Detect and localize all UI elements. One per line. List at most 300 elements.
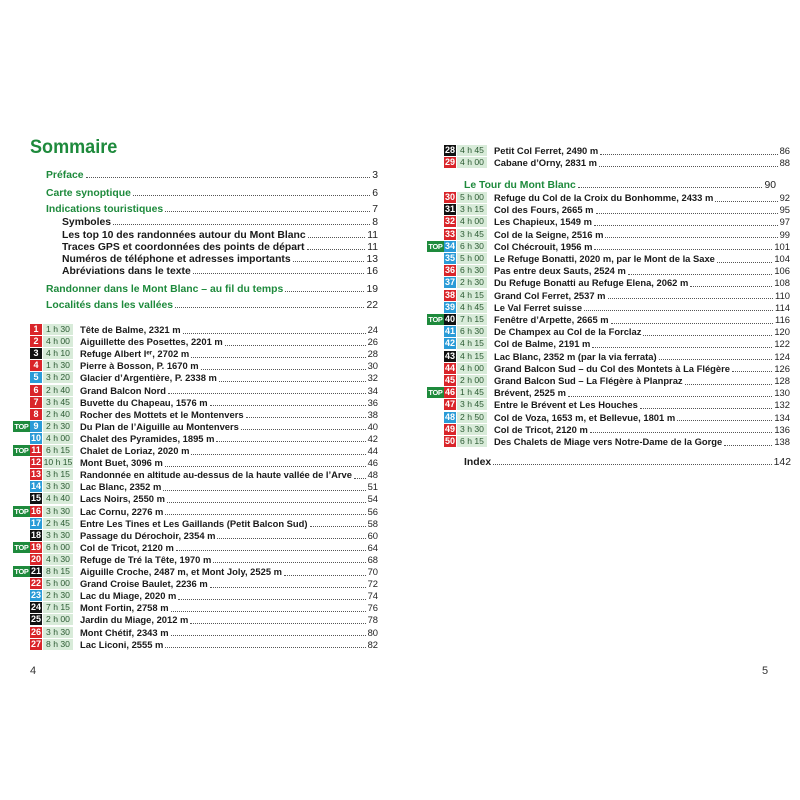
top-badge-slot bbox=[427, 399, 444, 410]
hike-page: 101 bbox=[774, 240, 790, 252]
hike-row[interactable] bbox=[427, 204, 790, 215]
hike-row[interactable] bbox=[13, 457, 378, 468]
hike-number-badge: 2 bbox=[30, 336, 42, 347]
hike-duration: 5 h 00 bbox=[43, 578, 73, 589]
leader-dots bbox=[594, 218, 778, 226]
hike-name: Fenêtre d’Arpette, 2665 m bbox=[494, 314, 609, 325]
hike-duration: 10 h 15 bbox=[43, 457, 73, 468]
hike-name: Chalet des Pyramides, 1895 m bbox=[80, 432, 215, 444]
hike-row[interactable] bbox=[427, 145, 790, 156]
hike-name: Petit Col Ferret, 2490 m bbox=[494, 145, 599, 156]
top-badge-slot bbox=[13, 481, 30, 492]
top-badge-slot bbox=[427, 145, 444, 156]
hike-page: 124 bbox=[774, 350, 790, 362]
top-badge: TOP bbox=[14, 421, 29, 431]
top-badge-slot bbox=[427, 302, 444, 313]
leader-dots bbox=[628, 267, 773, 275]
hike-name: Lac Blanc, 2352 m bbox=[80, 481, 162, 493]
top-badge-slot bbox=[13, 590, 30, 601]
hike-name: Col des Fours, 2665 m bbox=[494, 204, 594, 216]
hike-row[interactable] bbox=[13, 627, 378, 638]
hike-name: Col Chécrouit, 1956 m bbox=[494, 240, 593, 252]
leader-dots bbox=[307, 240, 366, 250]
hike-row[interactable] bbox=[13, 614, 378, 625]
top-badge-slot bbox=[13, 457, 30, 468]
hike-row[interactable] bbox=[427, 412, 790, 423]
leader-dots bbox=[308, 228, 366, 238]
hike-name: Cabane d’Orny, 2831 m bbox=[494, 157, 597, 169]
hike-duration: 4 h 00 bbox=[43, 336, 73, 347]
leader-dots bbox=[175, 298, 364, 308]
leader-dots bbox=[246, 410, 366, 418]
hike-page: 138 bbox=[774, 436, 790, 447]
hike-row[interactable] bbox=[13, 360, 378, 371]
top-badge-slot bbox=[13, 385, 30, 396]
toc-entry-label: Localités dans les vallées bbox=[46, 300, 174, 311]
hike-duration: 1 h 30 bbox=[43, 360, 73, 371]
hike-number-badge: 19 bbox=[30, 541, 41, 552]
hike-page: 76 bbox=[367, 602, 378, 614]
hike-duration: 4 h 40 bbox=[43, 493, 73, 504]
top-badge: TOP bbox=[428, 241, 443, 251]
hike-number-badge: 24 bbox=[30, 602, 41, 613]
hike-row[interactable] bbox=[427, 265, 790, 276]
hike-number-badge: 48 bbox=[444, 411, 455, 422]
hike-page: 104 bbox=[774, 253, 790, 264]
hike-page: 28 bbox=[367, 348, 378, 360]
leader-dots bbox=[210, 398, 366, 406]
hike-duration: 4 h 10 bbox=[43, 348, 73, 359]
hike-page: 132 bbox=[774, 399, 790, 411]
top-badge-slot bbox=[427, 326, 444, 337]
leader-dots bbox=[165, 640, 365, 648]
hike-row[interactable] bbox=[13, 445, 378, 456]
hike-duration: 3 h 45 bbox=[43, 397, 73, 408]
hike-number-badge: 22 bbox=[30, 578, 41, 589]
hike-name: Grand Balcon Nord bbox=[80, 384, 166, 396]
hike-name: Buvette du Chapeau, 1576 m bbox=[80, 396, 208, 408]
hike-page: 78 bbox=[367, 614, 378, 626]
hike-row[interactable] bbox=[427, 351, 790, 362]
tour-heading-page: 90 bbox=[764, 180, 776, 191]
top-badge-slot bbox=[427, 338, 444, 349]
hike-number-badge: 3 bbox=[30, 348, 42, 359]
top-badge-slot bbox=[13, 336, 30, 347]
hike-name: Lacs Noirs, 2550 m bbox=[80, 493, 165, 505]
top-badge-slot bbox=[427, 375, 444, 386]
hike-duration: 2 h 30 bbox=[457, 277, 487, 288]
tour-heading[interactable] bbox=[464, 178, 776, 191]
hike-duration: 2 h 00 bbox=[43, 614, 73, 625]
hike-duration: 3 h 30 bbox=[43, 506, 73, 517]
leader-dots bbox=[715, 194, 777, 202]
hike-number-badge: 27 bbox=[30, 638, 41, 649]
top-badge-slot bbox=[13, 602, 30, 613]
hike-row[interactable] bbox=[427, 302, 790, 313]
leader-dots bbox=[592, 340, 772, 348]
hike-duration: 5 h 00 bbox=[457, 192, 487, 203]
leader-dots bbox=[659, 352, 773, 360]
hike-page: 58 bbox=[367, 517, 378, 529]
hike-name: Grand Col Ferret, 2537 m bbox=[494, 289, 606, 301]
hike-name: Lac du Miage, 2020 m bbox=[80, 590, 177, 602]
leader-dots bbox=[168, 386, 366, 394]
top-badge-slot bbox=[13, 518, 30, 529]
top-badge-slot bbox=[427, 229, 444, 240]
leader-dots bbox=[210, 580, 366, 588]
toc-entry[interactable] bbox=[46, 186, 378, 199]
hike-name: Refuge Albert Iᵉʳ, 2702 m bbox=[80, 348, 190, 360]
hike-number-badge: 40 bbox=[444, 314, 455, 324]
hike-duration: 3 h 30 bbox=[43, 530, 73, 541]
hike-name: Les Chapieux, 1549 m bbox=[494, 216, 592, 228]
hike-number-badge: 14 bbox=[30, 481, 41, 492]
hike-number-badge: 21 bbox=[30, 566, 41, 576]
leader-dots bbox=[493, 455, 772, 465]
toc-entry-label: Indications touristiques bbox=[46, 204, 164, 215]
hike-page: 82 bbox=[367, 638, 378, 650]
leader-dots bbox=[171, 628, 366, 636]
hike-number-badge: 46 bbox=[444, 387, 455, 398]
hike-duration: 2 h 40 bbox=[43, 409, 73, 420]
top-badge-slot bbox=[427, 351, 444, 362]
hike-page: 42 bbox=[367, 432, 378, 444]
hike-row[interactable] bbox=[427, 253, 790, 264]
hike-number-badge: 7 bbox=[30, 397, 42, 408]
hike-row[interactable] bbox=[13, 506, 378, 517]
hike-duration: 7 h 15 bbox=[43, 602, 73, 613]
toc-entry-label: Les top 10 des randonnées autour du Mont Blanc bbox=[62, 230, 306, 241]
hike-number-badge: 31 bbox=[444, 204, 455, 215]
hike-page: 44 bbox=[367, 445, 378, 456]
toc-entry[interactable] bbox=[62, 215, 378, 228]
hike-row[interactable] bbox=[13, 409, 378, 420]
top-badge-slot bbox=[427, 436, 444, 447]
hike-name: Mont Buet, 3096 m bbox=[80, 457, 163, 469]
leader-dots bbox=[354, 471, 366, 479]
hike-page: 24 bbox=[367, 324, 378, 335]
hike-name: Entre le Brévent et Les Houches bbox=[494, 399, 638, 411]
hike-name: Des Chalets de Miage vers Notre-Dame de la Gorge bbox=[494, 436, 723, 447]
hike-page: 74 bbox=[367, 590, 378, 602]
hike-row[interactable] bbox=[13, 493, 378, 504]
hike-duration: 6 h 00 bbox=[43, 542, 73, 553]
hike-page: 38 bbox=[367, 408, 378, 420]
hike-row[interactable] bbox=[427, 277, 790, 288]
hike-row[interactable] bbox=[13, 397, 378, 408]
hike-duration: 4 h 45 bbox=[457, 302, 487, 313]
hike-row[interactable] bbox=[13, 469, 378, 480]
hike-page: 80 bbox=[367, 626, 378, 638]
hike-number-badge: 6 bbox=[30, 385, 42, 396]
hike-duration: 2 h 45 bbox=[43, 518, 73, 529]
page-number: 4 bbox=[30, 665, 37, 677]
hike-duration: 4 h 00 bbox=[457, 157, 487, 168]
hike-name: Glacier d’Argentière, P. 2338 m bbox=[80, 372, 217, 384]
hike-row[interactable] bbox=[13, 530, 378, 541]
hike-number-badge: 5 bbox=[30, 372, 42, 383]
hike-duration: 3 h 30 bbox=[457, 424, 487, 435]
hike-name: Col de Balme, 2191 m bbox=[494, 338, 591, 350]
hike-duration: 8 h 15 bbox=[43, 566, 73, 577]
hike-page: 122 bbox=[774, 338, 790, 350]
hike-page: 56 bbox=[367, 505, 378, 517]
hike-row[interactable] bbox=[13, 602, 378, 613]
toc-entry-page: 7 bbox=[372, 204, 378, 215]
hike-row[interactable] bbox=[427, 326, 790, 337]
toc-entry-page: 13 bbox=[366, 254, 378, 265]
hike-row[interactable] bbox=[13, 348, 378, 359]
hike-number-badge: 4 bbox=[30, 360, 42, 371]
hike-page: 136 bbox=[774, 423, 790, 435]
leader-dots bbox=[594, 242, 772, 250]
hike-row[interactable] bbox=[427, 363, 790, 374]
hike-row[interactable] bbox=[427, 192, 790, 203]
index-label: Index bbox=[464, 457, 492, 468]
leader-dots bbox=[568, 389, 772, 397]
toc-entry[interactable] bbox=[46, 282, 378, 295]
toc-entry-label: Numéros de téléphone et adresses importants bbox=[62, 254, 291, 265]
hike-number-badge: 34 bbox=[444, 240, 455, 251]
hike-row[interactable] bbox=[427, 216, 790, 227]
leader-dots bbox=[677, 413, 772, 421]
top-badge-slot bbox=[427, 204, 444, 215]
leader-dots bbox=[584, 303, 773, 311]
hike-page: 120 bbox=[774, 326, 790, 338]
toc-entry-label: Préface bbox=[46, 170, 84, 181]
top-badge-slot bbox=[427, 157, 444, 168]
hike-page: 134 bbox=[774, 411, 790, 423]
hike-row[interactable] bbox=[13, 324, 378, 335]
hike-row[interactable] bbox=[427, 375, 790, 386]
toc-entry-page: 22 bbox=[366, 300, 378, 311]
hike-number-badge: 44 bbox=[444, 362, 455, 373]
hike-number-badge: 25 bbox=[30, 614, 41, 625]
leader-dots bbox=[165, 202, 370, 212]
leader-dots bbox=[193, 264, 365, 274]
top-badge-slot bbox=[427, 363, 444, 374]
leader-dots bbox=[578, 178, 763, 188]
hike-row[interactable] bbox=[427, 338, 790, 349]
toc-entry-page: 19 bbox=[366, 284, 378, 295]
hike-row[interactable] bbox=[427, 314, 790, 325]
leader-dots bbox=[640, 401, 773, 409]
hike-row[interactable] bbox=[427, 290, 790, 301]
hike-duration: 1 h 30 bbox=[43, 324, 73, 335]
hike-number-badge: 38 bbox=[444, 289, 455, 300]
hike-page: 48 bbox=[367, 469, 378, 481]
hike-row[interactable] bbox=[427, 157, 790, 168]
hike-row[interactable] bbox=[427, 399, 790, 410]
hike-number-badge: 42 bbox=[444, 338, 455, 349]
hike-duration: 2 h 40 bbox=[43, 385, 73, 396]
hike-row[interactable] bbox=[13, 433, 378, 444]
hike-name: Randonnée en altitude au-dessus de la haute vallée de l’Arve bbox=[80, 469, 352, 481]
hike-page: 130 bbox=[774, 387, 790, 399]
toc-entry[interactable] bbox=[46, 298, 378, 311]
hike-duration: 3 h 15 bbox=[43, 469, 73, 480]
leader-dots bbox=[284, 568, 366, 576]
hike-page: 116 bbox=[775, 314, 790, 325]
toc-entry-page: 11 bbox=[367, 242, 378, 253]
hike-duration: 6 h 15 bbox=[43, 445, 73, 456]
hike-duration: 4 h 15 bbox=[457, 290, 487, 301]
leader-dots bbox=[293, 252, 365, 262]
hike-row[interactable] bbox=[13, 372, 378, 383]
hike-name: Chalet de Loriaz, 2020 m bbox=[80, 445, 190, 456]
top-badge-slot bbox=[13, 493, 30, 504]
hike-name: Mont Chétif, 2343 m bbox=[80, 626, 169, 638]
hike-name: Du Plan de l’Aiguille au Montenvers bbox=[80, 420, 239, 432]
hike-number-badge: 43 bbox=[444, 350, 455, 361]
hike-duration: 2 h 30 bbox=[43, 590, 73, 601]
hike-page: 88 bbox=[779, 157, 790, 169]
leader-dots bbox=[167, 495, 366, 503]
hike-page: 40 bbox=[367, 420, 378, 432]
hike-row[interactable] bbox=[13, 421, 378, 432]
hike-number-badge: 33 bbox=[444, 228, 455, 239]
top-badge-slot bbox=[427, 290, 444, 301]
hike-number-badge: 20 bbox=[30, 553, 41, 564]
hike-row[interactable] bbox=[427, 424, 790, 435]
top-badge-slot bbox=[13, 639, 30, 650]
hike-row[interactable] bbox=[13, 336, 378, 347]
toc-entry[interactable] bbox=[62, 264, 378, 277]
hike-row[interactable] bbox=[13, 542, 378, 553]
toc-entry-label: Traces GPS et coordonnées des points de départ bbox=[62, 242, 305, 253]
leader-dots bbox=[183, 326, 366, 334]
hike-page: 99 bbox=[779, 228, 790, 240]
hike-number-badge: 36 bbox=[444, 265, 455, 276]
top-badge-slot bbox=[427, 253, 444, 264]
hike-page: 114 bbox=[775, 301, 790, 313]
hike-name: Col de Voza, 1653 m, et Bellevue, 1801 m bbox=[494, 411, 676, 423]
hike-number-badge: 18 bbox=[30, 529, 41, 540]
leader-dots bbox=[599, 159, 778, 167]
hike-row[interactable] bbox=[13, 639, 378, 650]
page-number: 5 bbox=[762, 665, 769, 677]
leader-dots bbox=[685, 377, 773, 385]
hike-number-badge: 37 bbox=[444, 277, 455, 288]
hike-row[interactable] bbox=[427, 436, 790, 447]
hike-duration: 4 h 00 bbox=[457, 363, 487, 374]
hike-page: 128 bbox=[774, 375, 790, 386]
hike-name: Tête de Balme, 2321 m bbox=[80, 324, 181, 335]
hike-name: Le Refuge Bonatti, 2020 m, par le Mont de la Saxe bbox=[494, 253, 715, 264]
hike-page: 68 bbox=[367, 553, 378, 565]
top-badge-slot bbox=[13, 360, 30, 371]
hike-page: 34 bbox=[367, 384, 378, 396]
hike-row[interactable] bbox=[427, 229, 790, 240]
hike-page: 97 bbox=[779, 216, 790, 228]
hike-row[interactable] bbox=[427, 387, 790, 398]
hike-duration: 5 h 00 bbox=[457, 253, 487, 264]
hike-page: 86 bbox=[779, 145, 790, 156]
hike-row[interactable] bbox=[13, 481, 378, 492]
hike-number-badge: 45 bbox=[444, 375, 455, 385]
hike-name: Grand Balcon Sud – du Col des Montets à La Flégère bbox=[494, 362, 730, 374]
hike-number-badge: 12 bbox=[30, 457, 41, 468]
leader-dots bbox=[133, 186, 370, 196]
hike-duration: 4 h 00 bbox=[43, 433, 73, 444]
hike-name: Col de Tricot, 2120 m bbox=[494, 423, 588, 435]
hike-row[interactable] bbox=[13, 385, 378, 396]
hike-duration: 2 h 30 bbox=[43, 421, 73, 432]
hike-number-badge: 35 bbox=[444, 253, 455, 263]
top-badge-slot bbox=[427, 265, 444, 276]
hike-number-badge: 47 bbox=[444, 399, 455, 410]
hike-name: Lac Liconi, 2555 m bbox=[80, 638, 164, 650]
top-badge-slot bbox=[13, 578, 30, 589]
top-badge-slot bbox=[13, 469, 30, 480]
top-badge-slot bbox=[13, 397, 30, 408]
hike-number-badge: 10 bbox=[30, 432, 41, 443]
toc-entry-page: 11 bbox=[367, 230, 378, 241]
hike-name: Lac Cornu, 2276 m bbox=[80, 505, 164, 517]
hike-row[interactable] bbox=[13, 554, 378, 565]
top-badge-slot bbox=[427, 412, 444, 423]
leader-dots bbox=[171, 604, 366, 612]
hike-page: 30 bbox=[367, 360, 378, 372]
index-entry[interactable] bbox=[464, 455, 791, 468]
hike-page: 54 bbox=[367, 493, 378, 505]
top-badge-slot bbox=[427, 424, 444, 435]
leader-dots bbox=[176, 543, 366, 551]
hike-row[interactable] bbox=[13, 578, 378, 589]
top-badge: TOP bbox=[14, 446, 29, 455]
toc-entry[interactable] bbox=[46, 202, 378, 215]
hike-duration: 6 h 30 bbox=[457, 326, 487, 337]
hike-number-badge: 32 bbox=[444, 216, 455, 227]
hike-number-badge: 28 bbox=[444, 145, 455, 155]
leader-dots bbox=[191, 447, 365, 455]
hike-name: Pas entre deux Sauts, 2524 m bbox=[494, 265, 626, 277]
toc-entry[interactable] bbox=[46, 168, 378, 181]
top-badge: TOP bbox=[14, 506, 29, 516]
hike-row[interactable] bbox=[13, 590, 378, 601]
hike-number-badge: 16 bbox=[30, 505, 41, 516]
hike-row[interactable] bbox=[13, 518, 378, 529]
hike-number-badge: 26 bbox=[30, 626, 41, 637]
toc-entry-page: 16 bbox=[366, 266, 378, 277]
hike-page: 60 bbox=[367, 529, 378, 541]
hike-duration: 1 h 45 bbox=[457, 387, 487, 398]
hike-duration: 6 h 30 bbox=[457, 241, 487, 252]
leader-dots bbox=[225, 338, 366, 346]
hike-row[interactable] bbox=[427, 241, 790, 252]
top-badge: TOP bbox=[14, 542, 29, 552]
top-badge-slot bbox=[13, 554, 30, 565]
leader-dots bbox=[190, 616, 365, 624]
hike-name: Grand Balcon Sud – La Flégère à Planpraz bbox=[494, 375, 683, 386]
hike-page: 110 bbox=[775, 289, 790, 301]
hike-number-badge: 39 bbox=[444, 301, 455, 312]
hike-name: Refuge de Tré la Tête, 1970 m bbox=[80, 553, 212, 565]
hike-page: 106 bbox=[774, 265, 790, 277]
hike-name: Brévent, 2525 m bbox=[494, 387, 566, 399]
hike-page: 72 bbox=[367, 578, 378, 590]
right-page bbox=[400, 0, 800, 800]
leader-dots bbox=[241, 422, 366, 430]
top-badge-slot bbox=[13, 433, 30, 444]
hike-page: 92 bbox=[779, 192, 790, 203]
hike-name: Aiguillette des Posettes, 2201 m bbox=[80, 336, 223, 348]
hike-number-badge: 23 bbox=[30, 590, 41, 601]
hike-duration: 3 h 45 bbox=[457, 229, 487, 240]
hike-row[interactable] bbox=[13, 566, 378, 577]
leader-dots bbox=[216, 434, 365, 442]
hike-number-badge: 50 bbox=[444, 436, 455, 446]
